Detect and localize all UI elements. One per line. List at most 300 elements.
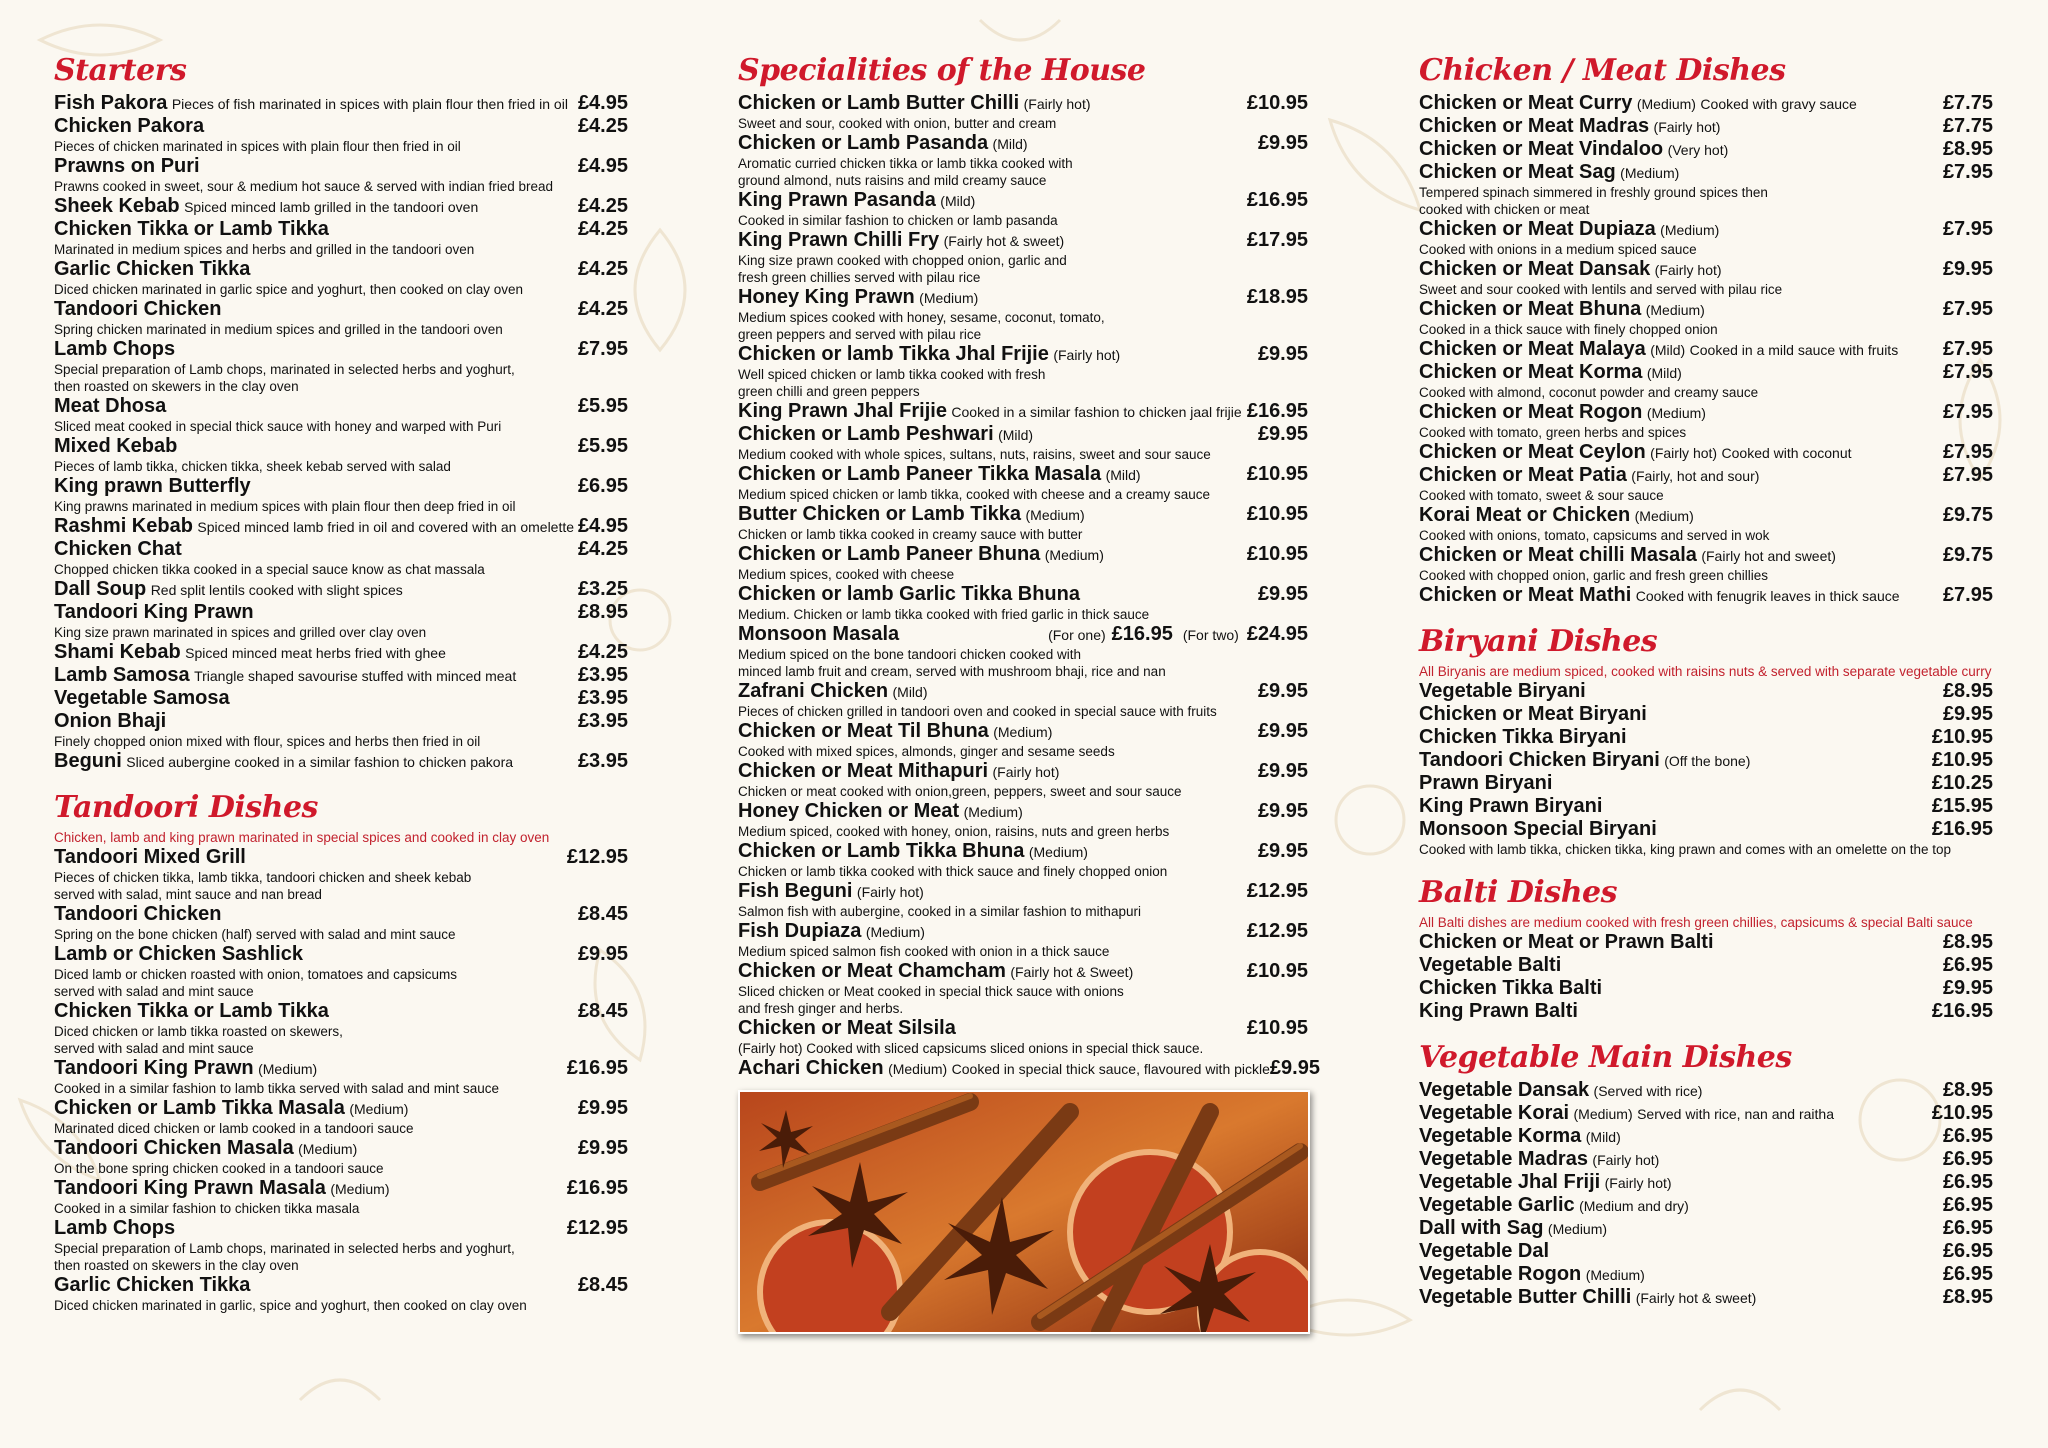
dish-description: cooked with chicken or meat: [1419, 202, 1590, 217]
menu-item-row: [738, 760, 1308, 783]
dish-description: Salmon fish with aubergine, cooked in a similar fashion to mithapuri: [738, 904, 1141, 919]
dish-name: Zafrani Chicken: [738, 680, 889, 702]
menu-item-row: [738, 920, 1308, 943]
dish-description: served with salad and mint sauce: [54, 1041, 254, 1056]
dish-description: Medium. Chicken or lamb tikka cooked with fried garlic in thick sauce: [738, 607, 1150, 622]
dish-price: £10.95: [1246, 543, 1308, 565]
dish-inline-description: Red split lentils cooked with slight spices: [150, 582, 403, 598]
dish-inline-description: Cooked with gravy sauce: [1700, 96, 1857, 112]
menu-item-row: [738, 286, 1308, 309]
menu-item-row: [1419, 1286, 1993, 1309]
menu-item-row: [738, 680, 1308, 703]
dish-spice-note: (Medium): [1025, 507, 1085, 523]
dish-spice-note: (Mild): [1646, 365, 1682, 381]
menu-item-row: [54, 475, 628, 498]
menu-item-row: [54, 710, 628, 733]
menu-item-row: [1419, 749, 1993, 772]
menu-item-row: [738, 1057, 1320, 1080]
menu-item-row: [1419, 726, 1993, 749]
menu-item: [1419, 1000, 1993, 1023]
dish-description: served with salad and mint sauce: [54, 984, 254, 999]
dish-name: Dall with Sag: [1419, 1217, 1544, 1239]
menu-item: [1419, 504, 1993, 544]
dish-spice-note: (Medium): [298, 1141, 358, 1157]
menu-item-row: [1419, 703, 1993, 726]
dish-description: Special preparation of Lamb chops, marinated in selected herbs and yoghurt,: [54, 1241, 515, 1256]
dish-name: Chicken Tikka Balti: [1419, 977, 1603, 999]
dish-price: £4.25: [577, 218, 628, 240]
menu-item-row: [738, 1017, 1308, 1040]
dish-name: Vegetable Biryani: [1419, 680, 1586, 702]
dish-name: Tandoori Chicken Biryani: [1419, 749, 1660, 771]
menu-item-row: [1419, 441, 1993, 464]
dish-price: £9.95: [577, 943, 628, 965]
dish-price: £10.95: [1931, 1102, 1993, 1124]
dish-price: £4.25: [577, 641, 628, 663]
dish-name: Chicken or Lamb Peshwari: [738, 423, 994, 445]
menu-item-row: [54, 1057, 628, 1080]
menu-item: [54, 601, 628, 641]
menu-item: [738, 503, 1308, 543]
dish-name: Meat Dhosa: [54, 395, 167, 417]
menu-item-heading: [1419, 161, 1679, 184]
dish-name: Chicken or Meat chilli Masala: [1419, 544, 1697, 566]
menu-item-row: [738, 343, 1308, 366]
menu-item-row: [1419, 954, 1993, 977]
dish-description: minced lamb fruit and cream, served with mushroom bhaji, rice and nan: [738, 664, 1166, 679]
menu-item: [54, 903, 628, 943]
menu-item: [738, 800, 1308, 840]
menu-item-heading: [1419, 544, 1836, 567]
menu-item-heading: [738, 1017, 956, 1040]
dish-inline-description: Spiced minced lamb grilled in the tandoori oven: [184, 199, 479, 215]
dish-price: £3.95: [577, 710, 628, 732]
dish-name: Chicken or lamb Garlic Tikka Bhuna: [738, 583, 1080, 605]
dish-price: £4.25: [577, 115, 628, 137]
dish-name: Chicken or Lamb Pasanda: [738, 132, 989, 154]
menu-item-row: [54, 515, 628, 538]
menu-item-heading: [1419, 795, 1602, 818]
dish-description: Sliced chicken or Meat cooked in special thick sauce with onions: [738, 984, 1124, 999]
dish-name: Honey Chicken or Meat: [738, 800, 960, 822]
menu-item-heading: [54, 943, 303, 966]
menu-item-heading: [54, 601, 254, 624]
menu-item: [1419, 977, 1993, 1000]
menu-item: [1419, 1194, 1993, 1217]
menu-item-row: [738, 960, 1308, 983]
menu-item-heading: [1419, 138, 1728, 161]
menu-item-heading: [54, 1137, 357, 1160]
menu-item-row: [1419, 138, 1993, 161]
dish-price: £16.95: [566, 1177, 628, 1199]
dish-name: Sheek Kebab: [54, 195, 180, 217]
dish-inline-description: Cooked with fenugrik leaves in thick sauce: [1635, 588, 1900, 604]
dish-spice-note: (Fairly hot): [1592, 1152, 1660, 1168]
dish-spice-note: (Medium): [258, 1061, 318, 1077]
menu-item-heading: [738, 343, 1120, 366]
menu-item-heading: [738, 920, 925, 943]
dish-price: £9.95: [1257, 800, 1308, 822]
menu-item-heading: [1419, 954, 1561, 977]
dish-price: £7.95: [1942, 441, 1993, 463]
menu-item-heading: [738, 463, 1141, 486]
dish-spice-note: (Mild): [1585, 1129, 1621, 1145]
menu-item: [738, 543, 1308, 583]
dish-price: £7.75: [1942, 115, 1993, 137]
dish-spice-note: (Mild): [1650, 342, 1686, 358]
dish-description: Medium spiced salmon fish cooked with onion in a thick sauce: [738, 944, 1110, 959]
dish-description: (Fairly hot) Cooked with sliced capsicums sliced onions in special thick sauce.: [738, 1041, 1204, 1056]
dish-description: then roasted on skewers in the clay oven: [54, 379, 299, 394]
menu-item-row: [738, 189, 1308, 212]
menu-item-heading: [1419, 92, 1857, 115]
dish-spice-note: (Medium): [919, 290, 979, 306]
dish-price: £4.25: [577, 258, 628, 280]
menu-item: [1419, 584, 1993, 607]
dish-price: £12.95: [1246, 920, 1308, 942]
dish-spice-note: (Very hot): [1667, 142, 1729, 158]
dish-spice-note: (Medium): [1636, 96, 1696, 112]
menu-item: [738, 840, 1308, 880]
menu-item-row: [738, 880, 1308, 903]
menu-item-row: [738, 720, 1308, 743]
dish-description: Medium spiced, cooked with honey, onion, raisins, nuts and green herbs: [738, 824, 1170, 839]
dish-description: Cooked with onions, tomato, capsicums and served in wok: [1419, 528, 1770, 543]
menu-item: [738, 880, 1308, 920]
menu-item-row: [54, 92, 628, 115]
dish-name: Chicken or Meat Mithapuri: [738, 760, 989, 782]
dish-spice-note: (Medium): [1660, 222, 1720, 238]
menu-item-heading: [738, 1057, 1270, 1080]
dish-description: Cooked with onions in a medium spiced sauce: [1419, 242, 1697, 257]
menu-item-row: [1419, 772, 1993, 795]
section-title: Biryani Dishes: [1419, 624, 1658, 659]
dish-name: Chicken Tikka or Lamb Tikka: [54, 218, 329, 240]
menu-item-heading: [54, 641, 446, 664]
dish-price: £9.95: [1942, 258, 1993, 280]
dish-name: Fish Beguni: [738, 880, 853, 902]
menu-item-row: [54, 641, 628, 664]
dish-price: £10.95: [1246, 1017, 1308, 1039]
dish-price: £4.25: [577, 538, 628, 560]
dish-name: Vegetable Rogon: [1419, 1263, 1582, 1285]
dish-name: Onion Bhaji: [54, 710, 167, 732]
dish-price: £6.95: [1942, 1263, 1993, 1285]
dish-name: Chicken or Meat Mathi: [1419, 584, 1632, 606]
menu-item-row: [54, 846, 628, 869]
menu-item-row: [54, 601, 628, 624]
menu-section: [1419, 1039, 1993, 1309]
menu-item: [1419, 401, 1993, 441]
menu-item: [738, 343, 1308, 400]
menu-item: [738, 189, 1308, 229]
menu-item: [54, 1000, 628, 1057]
menu-item: [738, 720, 1308, 760]
dish-price: £7.95: [1942, 584, 1993, 606]
menu-item: [54, 515, 628, 538]
menu-item-heading: [54, 218, 329, 241]
dish-name: Vegetable Korma: [1419, 1125, 1582, 1147]
menu-item-row: [54, 338, 628, 361]
menu-item: [54, 195, 628, 218]
menu-item: [1419, 749, 1993, 772]
menu-item-heading: [54, 515, 574, 538]
dish-price: £9.95: [1257, 132, 1308, 154]
menu-section: [54, 789, 628, 1314]
dish-description: fresh green chillies served with pilau rice: [738, 270, 981, 285]
dish-spice-note: (Medium): [1585, 1267, 1645, 1283]
menu-item-row: [54, 1274, 628, 1297]
menu-item: [54, 92, 628, 115]
dish-price: £6.95: [1942, 1148, 1993, 1170]
dish-spice-note: (Medium): [330, 1181, 390, 1197]
menu-item: [738, 960, 1308, 1017]
dish-price: £16.95: [1931, 1000, 1993, 1022]
dish-name: Chicken or Meat Silsila: [738, 1017, 956, 1039]
portion-label: (For two): [1182, 627, 1239, 643]
menu-item-heading: [738, 960, 1133, 983]
dish-price: £9.95: [577, 1097, 628, 1119]
dish-name: Chicken or Meat Korma: [1419, 361, 1643, 383]
dish-name: Chicken or Meat Dupiaza: [1419, 218, 1656, 240]
menu-item-heading: [738, 800, 1023, 823]
menu-item-heading: [1419, 1102, 1834, 1125]
menu-item: [738, 400, 1308, 423]
dish-spice-note: (Fairly, hot and sour): [1631, 468, 1760, 484]
dish-description: Sweet and sour, cooked with onion, butter and cream: [738, 116, 1057, 131]
menu-item-row: [1419, 298, 1993, 321]
menu-item: [1419, 954, 1993, 977]
menu-item-row: [54, 943, 628, 966]
menu-column-1: [54, 52, 628, 1314]
dish-name: Tandoori Mixed Grill: [54, 846, 246, 868]
dish-price: £9.95: [1257, 583, 1308, 605]
menu-item-row: [1419, 464, 1993, 487]
dish-description: then roasted on skewers in the clay oven: [54, 1258, 299, 1273]
menu-item: [1419, 680, 1993, 703]
menu-item-row: [54, 395, 628, 418]
menu-item-heading: [54, 846, 246, 869]
dish-name: Chicken or Meat Dansak: [1419, 258, 1651, 280]
dish-name: Lamb or Chicken Sashlick: [54, 943, 303, 965]
menu-item-heading: [1419, 338, 1898, 361]
menu-item: [54, 1217, 628, 1274]
menu-item-heading: [54, 710, 166, 733]
dish-name: Garlic Chicken Tikka: [54, 1274, 251, 1296]
menu-item: [738, 463, 1308, 503]
dish-name: Chicken or Meat or Prawn Balti: [1419, 931, 1714, 953]
menu-item-heading: [738, 400, 1242, 423]
dish-description: Diced chicken marinated in garlic spice and yoghurt, then cooked on clay oven: [54, 282, 524, 297]
dish-name: Lamb Chops: [54, 1217, 176, 1239]
menu-item-row: [54, 195, 628, 218]
dish-description: Cooked with lamb tikka, chicken tikka, king prawn and comes with an omelette on the top: [1419, 842, 1952, 857]
dish-description: Chopped chicken tikka cooked in a special sauce know as chat massala: [54, 562, 485, 577]
menu-item-heading: [1419, 258, 1722, 281]
dish-price: £7.95: [1942, 298, 1993, 320]
dish-price: £9.75: [1942, 504, 1993, 526]
menu-item-heading: [1419, 1125, 1621, 1148]
dish-description: Prawns cooked in sweet, sour & medium hot sauce & served with indian fried bread: [54, 179, 554, 194]
dish-description: Medium spices, cooked with cheese: [738, 567, 955, 582]
dish-spice-note: (Mild): [940, 193, 976, 209]
dish-description: Tempered spinach simmered in freshly ground spices then: [1419, 185, 1768, 200]
menu-item-heading: [54, 195, 478, 218]
dish-price: £9.95: [1257, 680, 1308, 702]
dish-price: £18.95: [1246, 286, 1308, 308]
dish-price: £4.95: [577, 155, 628, 177]
dish-price: £24.95: [1246, 623, 1308, 645]
dish-price: £5.95: [577, 395, 628, 417]
menu-item: [738, 623, 1308, 680]
dish-description: Special preparation of Lamb chops, marinated in selected herbs and yoghurt,: [54, 362, 515, 377]
menu-item-heading: [54, 903, 221, 926]
dish-price: £3.25: [577, 578, 628, 600]
dish-price: £9.95: [1942, 977, 1993, 999]
dish-name: Chicken or Meat Rogon: [1419, 401, 1643, 423]
menu-item: [1419, 1171, 1993, 1194]
dish-description: and fresh ginger and herbs.: [738, 1001, 904, 1016]
menu-item: [1419, 1125, 1993, 1148]
menu-item-row: [1419, 1102, 1993, 1125]
dish-name: Tandoori King Prawn: [54, 601, 254, 623]
dish-name: Chicken or Meat Sag: [1419, 161, 1616, 183]
portion-price: £16.95: [1111, 623, 1173, 645]
menu-item-row: [1419, 401, 1993, 424]
dish-spice-note: (Medium and dry): [1579, 1198, 1689, 1214]
dish-spice-note: (Fairly hot): [1654, 262, 1722, 278]
menu-item: [1419, 1286, 1993, 1309]
dish-description: Sliced meat cooked in special thick sauce with honey and warped with Puri: [54, 419, 502, 434]
menu-item-heading: [1419, 818, 1657, 841]
menu-item-row: [54, 664, 628, 687]
menu-item: [738, 760, 1308, 800]
menu-item-heading: [738, 543, 1104, 566]
dish-name: Dall Soup: [54, 578, 147, 600]
menu-item-heading: [54, 1177, 389, 1200]
menu-item-heading: [738, 286, 978, 309]
menu-item-row: [1419, 338, 1993, 361]
dish-price: £12.95: [566, 846, 628, 868]
dish-name: Chicken or lamb Tikka Jhal Frijie: [738, 343, 1049, 365]
menu-item-row: [54, 1177, 628, 1200]
menu-item: [54, 338, 628, 395]
dish-inline-description: Triangle shaped savourise stuffed with minced meat: [194, 668, 517, 684]
menu-item-row: [54, 218, 628, 241]
menu-item-heading: [1419, 584, 1900, 607]
menu-item-row: [54, 435, 628, 458]
menu-item-row: [54, 155, 628, 178]
menu-item-row: [54, 687, 628, 710]
menu-item-heading: [738, 503, 1085, 526]
dish-description: green chilli and green peppers: [738, 384, 920, 399]
dish-spice-note: (Fairly hot & sweet): [1635, 1290, 1757, 1306]
dish-spice-note: (Medium): [349, 1101, 409, 1117]
dish-name: King Prawn Chilli Fry: [738, 229, 940, 251]
menu-item: [54, 750, 628, 773]
dish-description: Pieces of chicken marinated in spices with plain flour then fried in oil: [54, 139, 461, 154]
menu-item: [54, 435, 628, 475]
menu-item-row: [1419, 795, 1993, 818]
dish-spice-note: (Medium): [1028, 844, 1088, 860]
menu-item-heading: [1419, 464, 1759, 487]
section-title: Tandoori Dishes: [54, 790, 318, 825]
dish-name: Fish Pakora: [54, 92, 168, 114]
dish-name: Monsoon Special Biryani: [1419, 818, 1657, 840]
menu-item: [1419, 92, 1993, 115]
menu-item: [1419, 1240, 1993, 1263]
menu-item-row: [1419, 218, 1993, 241]
dish-name: Tandoori Chicken Masala: [54, 1137, 294, 1159]
dish-name: Chicken or Meat Malaya: [1419, 338, 1646, 360]
dish-spice-note: (Mild): [1105, 467, 1141, 483]
dish-description: Sweet and sour cooked with lentils and served with pilau rice: [1419, 282, 1783, 297]
dish-price: £8.45: [577, 1274, 628, 1296]
dish-name: Prawns on Puri: [54, 155, 200, 177]
menu-item-row: [54, 1000, 628, 1023]
menu-item-heading: [738, 623, 899, 646]
menu-item-row: [54, 903, 628, 926]
menu-item-row: [1419, 1125, 1993, 1148]
dish-spice-note: (Medium): [1044, 547, 1104, 563]
dish-price: £8.95: [1942, 931, 1993, 953]
menu-item: [54, 298, 628, 338]
dish-description: Cooked in a similar fashion to lamb tikka served with salad and mint sauce: [54, 1081, 499, 1096]
dish-name: King Prawn Balti: [1419, 1000, 1578, 1022]
menu-item: [54, 641, 628, 664]
dish-description: Pieces of chicken tikka, lamb tikka, tandoori chicken and sheek kebab: [54, 870, 472, 885]
menu-item-heading: [1419, 749, 1750, 772]
menu-item: [738, 1017, 1308, 1057]
menu-item-heading: [54, 578, 403, 601]
dish-description: Chicken or lamb tikka cooked in creamy sauce with butter: [738, 527, 1083, 542]
dish-name: Garlic Chicken Tikka: [54, 258, 251, 280]
dish-description: Cooked with tomato, green herbs and spices: [1419, 425, 1687, 440]
menu-section: [1419, 874, 1993, 1023]
dish-name: Vegetable Dal: [1419, 1240, 1550, 1262]
dish-price: £3.95: [577, 664, 628, 686]
dish-spice-note: (Mild): [992, 136, 1028, 152]
dish-description: Pieces of lamb tikka, chicken tikka, sheek kebab served with salad: [54, 459, 451, 474]
dish-description: Cooked in similar fashion to chicken or lamb pasanda: [738, 213, 1058, 228]
menu-item-row: [1419, 115, 1993, 138]
dish-description: Marinated diced chicken or lamb cooked in a tandoori sauce: [54, 1121, 414, 1136]
menu-item-row: [54, 1097, 628, 1120]
dish-inline-description: Cooked in special thick sauce, flavoured with pickle: [951, 1061, 1270, 1077]
menu-item-row: [54, 298, 628, 321]
dish-price: £8.95: [1942, 680, 1993, 702]
menu-item-heading: [54, 1097, 408, 1120]
menu-section: [738, 52, 1320, 1080]
menu-item: [54, 258, 628, 298]
dish-name: Tandoori King Prawn: [54, 1057, 254, 1079]
menu-item-heading: [1419, 441, 1852, 464]
menu-item-heading: [738, 880, 924, 903]
dish-description: Diced chicken or lamb tikka roasted on skewers,: [54, 1024, 343, 1039]
dish-price: £16.95: [1246, 400, 1308, 422]
dish-price: £7.95: [1942, 161, 1993, 183]
dish-name: Vegetable Dansak: [1419, 1079, 1590, 1101]
menu-item-heading: [1419, 1079, 1702, 1102]
menu-item-heading: [1419, 504, 1694, 527]
menu-item-heading: [738, 760, 1059, 783]
menu-item-row: [54, 258, 628, 281]
menu-item-heading: [1419, 218, 1719, 241]
dish-price: £8.45: [577, 903, 628, 925]
menu-item-heading: [54, 1000, 329, 1023]
dish-name: Chicken or Meat Curry: [1419, 92, 1633, 114]
menu-item-heading: [738, 229, 1064, 252]
